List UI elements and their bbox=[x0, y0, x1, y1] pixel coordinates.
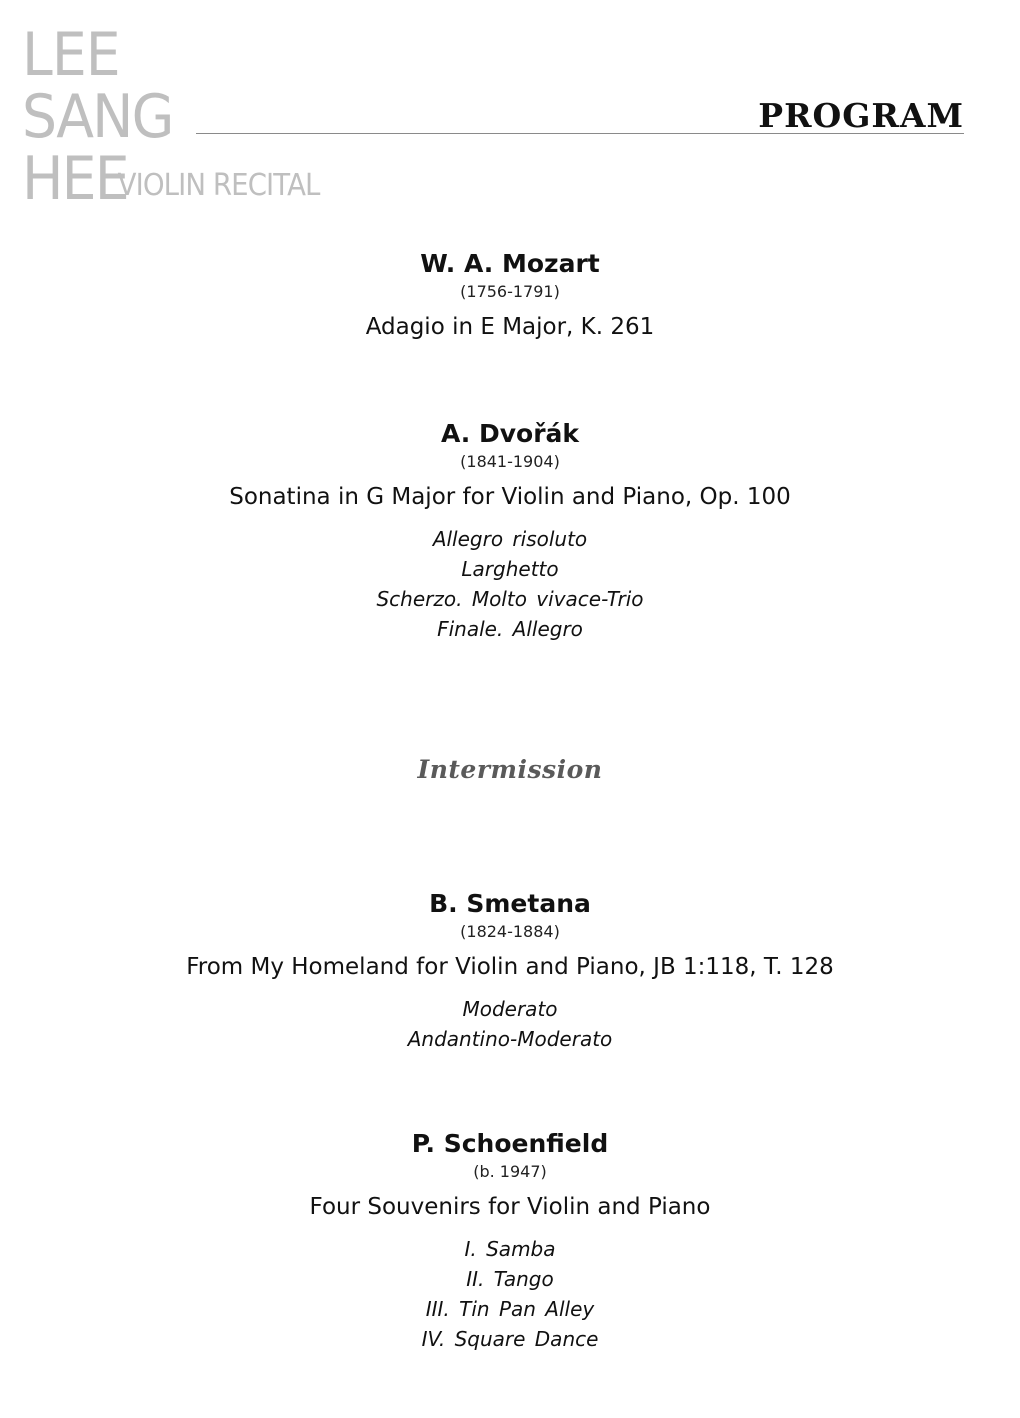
page-title: PROGRAM bbox=[758, 96, 964, 135]
work-title: Sonatina in G Major for Violin and Piano, Op. 100 bbox=[229, 484, 791, 510]
composer-name: P. Schoenfield bbox=[411, 1129, 609, 1158]
movement-item: I. Samba bbox=[464, 1237, 556, 1261]
intermission-label: Intermission bbox=[417, 755, 603, 784]
movement-item: IV. Square Dance bbox=[421, 1327, 599, 1351]
composer-dates: (1756-1791) bbox=[460, 282, 560, 301]
work-title: Four Souvenirs for Violin and Piano bbox=[309, 1194, 711, 1220]
brand-subtitle: VIOLIN RECITAL bbox=[117, 168, 320, 203]
brand-line-hee bbox=[22, 144, 320, 214]
composer-name: B. Smetana bbox=[429, 889, 591, 918]
brand-line-sang: SANG bbox=[22, 82, 173, 152]
movement-item: II. Tango bbox=[466, 1267, 554, 1291]
movement-item: Larghetto bbox=[461, 557, 559, 581]
movement-item: Scherzo. Molto vivace-Trio bbox=[376, 587, 644, 611]
brand-line-hee-text: HEE bbox=[22, 144, 128, 214]
work-title: From My Homeland for Violin and Piano, JB 1:118, T. 128 bbox=[186, 954, 834, 980]
program-entry-schoenfield bbox=[0, 1129, 1020, 1354]
brand-line-lee: LEE bbox=[22, 20, 120, 90]
composer-dates: (b. 1947) bbox=[473, 1162, 547, 1181]
composer-name: W. A. Mozart bbox=[420, 249, 600, 278]
composer-name: A. Dvořák bbox=[440, 419, 580, 448]
movement-item: Allegro risoluto bbox=[432, 527, 588, 551]
movement-list bbox=[0, 994, 1020, 1054]
movement-item: Andantino-Moderato bbox=[407, 1027, 613, 1051]
movement-item: Moderato bbox=[462, 997, 558, 1021]
work-title: Adagio in E Major, K. 261 bbox=[365, 314, 655, 340]
program-entry-mozart bbox=[0, 249, 1020, 342]
movement-item: Finale. Allegro bbox=[437, 617, 583, 641]
movement-item: III. Tin Pan Alley bbox=[425, 1297, 595, 1321]
program-entry-smetana bbox=[0, 889, 1020, 1054]
program-entry-dvorak bbox=[0, 419, 1020, 644]
recital-brand-logo bbox=[22, 20, 320, 214]
movement-list bbox=[0, 1234, 1020, 1354]
movement-list bbox=[0, 524, 1020, 644]
composer-dates: (1841-1904) bbox=[460, 452, 560, 471]
composer-dates: (1824-1884) bbox=[460, 922, 560, 941]
